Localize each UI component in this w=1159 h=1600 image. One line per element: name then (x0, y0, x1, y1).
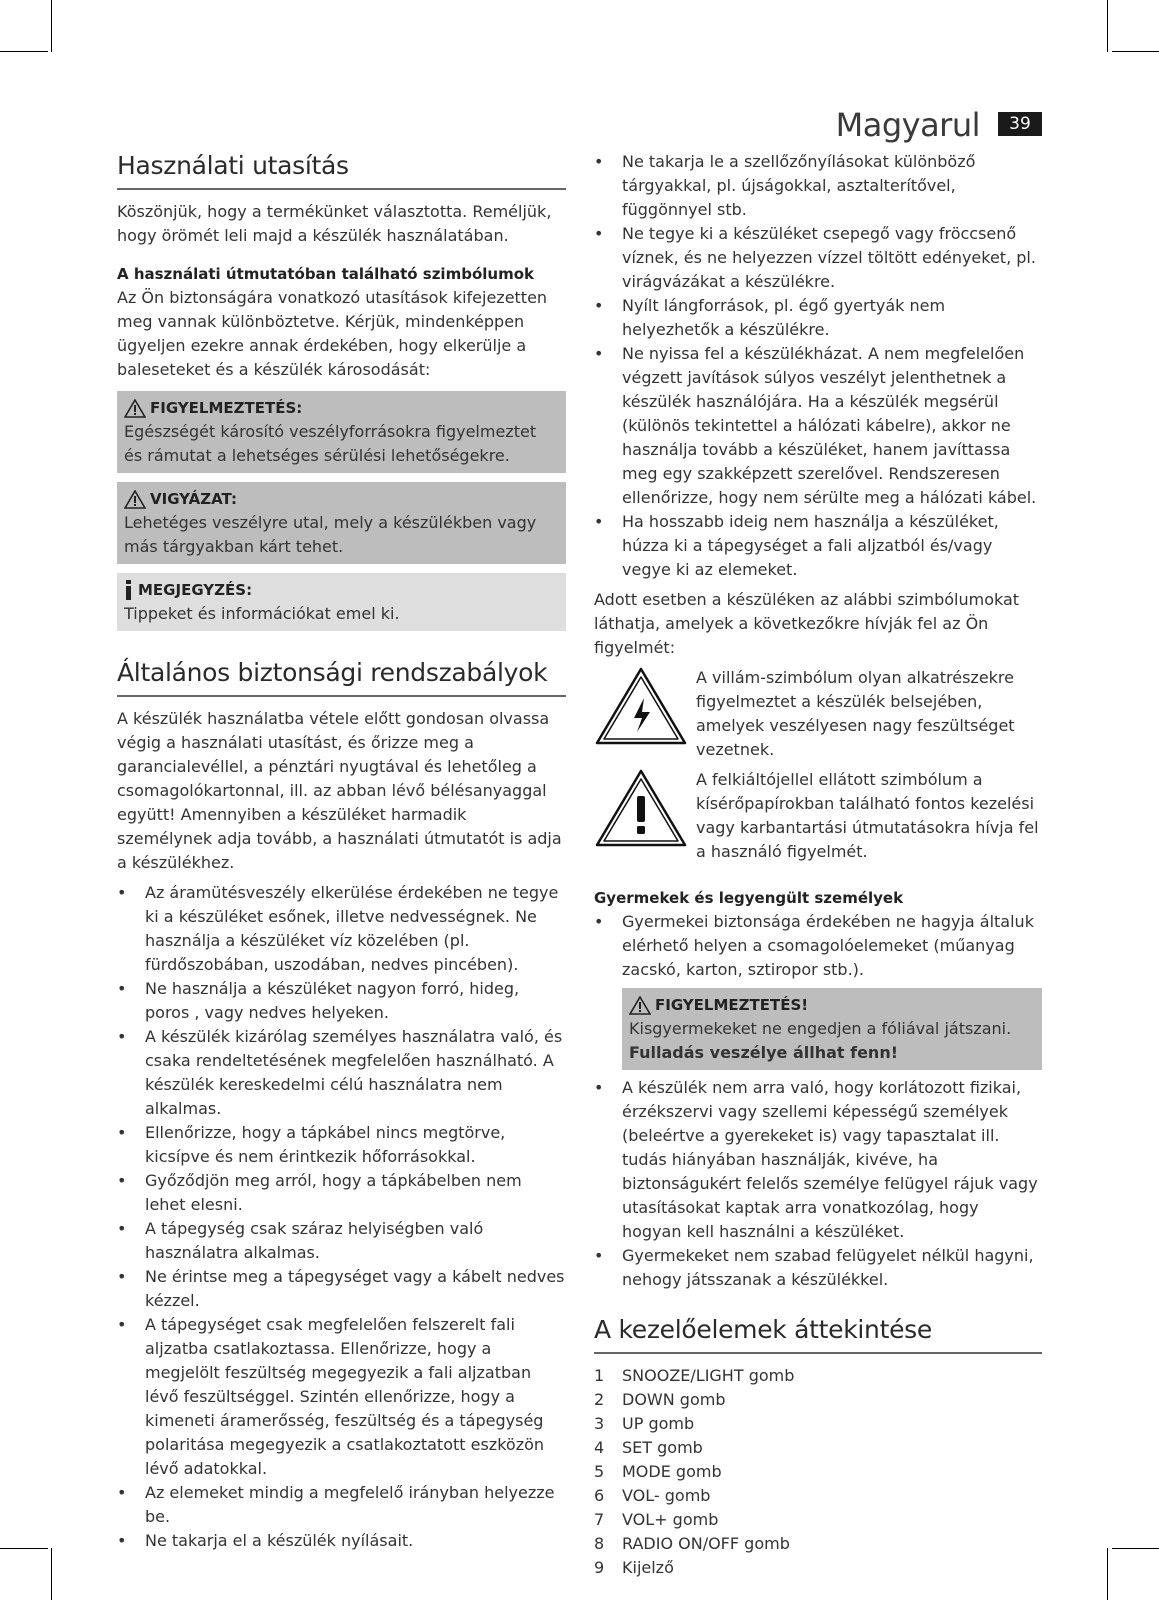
safety-intro-text: A készülék használatba vétele előtt gondosan olvassa végig a használati utasítást, és őrizze meg a garancialevéllel, a pénztári nyugtával és lehetőleg a csomagolókartonnal, ill. az abban lévő bélésanyaggal együtt! Amennyiben a készüléket harmadik személynek adja tovább, a használati útmutatót is adja a készülékhez. (117, 709, 562, 872)
warning-text: Egészségét károsító veszélyforrásokra figyelmeztet és rámutat a lehetséges sérülési lehetőségekre. (124, 422, 537, 465)
page-number: 39 (998, 112, 1042, 136)
list-item: 6 VOL- gomb (594, 1486, 711, 1505)
children-list (594, 910, 1042, 982)
list-item: • Ne takarja el a készülék nyílásait. (117, 1529, 566, 1553)
symbols-text: Az Ön biztonságára vonatkozó utasítások kifejezetten meg vannak különböztetve. Kérjük, mindenképpen ügyeljen ezekre annak érdekében, hogy elkerülje a baleseteket és a készülék károsodását: (117, 288, 548, 379)
caution-box (117, 482, 566, 564)
list-item: 2 DOWN gomb (594, 1390, 726, 1409)
list-item: • A készülék nem arra való, hogy korlátozott fizikai, érzékszervi vagy szellemi képességű személyek (beleértve a gyerekeket is) vagy tapasztalat ill. tudás hiányában használják, kivéve, ha biztonságukért felelős személye felügyel rájuk vagy utasításokat kaptak arra vonatkozólag, hogy hogyan kell használni a készüléket. (594, 1076, 1042, 1244)
list-item: • Ellenőrizze, hogy a tápkábel nincs megtörve, kicsípve és nem érintkezik hőforrásokkal. (117, 1121, 566, 1169)
list-item: • A tápegységet csak megfelelően felszerelt fali aljzatba csatlakoztassa. Ellenőrizze, hogy a megjelölt feszültség megegyezik a fali aljzatban lévő feszültséggel. Szintén ellenőrizze, hogy a kimeneti áramerősség, feszültség és a tápegység polaritása megegyezik a csatlakoztatott eszközön lévő adatokkal. (117, 1313, 566, 1481)
list-item: • Nyílt lángforrások, pl. égő gyertyák nem helyezhetők a készülékre. (594, 294, 1042, 342)
warning-triangle-icon (124, 399, 146, 418)
lightning-symbol-row (594, 666, 1042, 762)
info-icon (124, 580, 134, 600)
list-item: • Ne érintse meg a tápegységet vagy a kábelt nedves kézzel. (117, 1265, 566, 1313)
symbols-subtitle: A használati útmutatóban található szimbólumok (117, 265, 534, 283)
children-warning-text: Kisgyermekeket ne engedjen a fóliával játszani. (629, 1019, 1012, 1038)
section-title-safety: Általános biztonsági rendszabályok (117, 657, 566, 697)
list-item: • Ne tegye ki a készüléket csepegő vagy fröccsenő víznek, és ne helyezzen vízzel töltött edényeket, pl. virágvázákat a készülékre. (594, 222, 1042, 294)
children-list-continued (594, 1076, 1042, 1292)
controls-list (594, 1364, 1042, 1580)
section-title-instructions: Használati utasítás (117, 150, 566, 190)
right-column (594, 150, 1042, 1580)
list-item: • Ne takarja le a szellőzőnyílásokat különböző tárgyakkal, pl. újságokkal, asztalterítővel, függönnyel stb. (594, 150, 1042, 222)
crop-mark (1107, 1548, 1108, 1600)
list-item: 3 UP gomb (594, 1414, 695, 1433)
crop-mark (51, 1548, 52, 1600)
lightning-symbol-text: A villám-szimbólum olyan alkatrészekre figyelmeztet a készülék belsejében, amelyek veszélyesen nagy feszültséget vezetnek. (696, 668, 1015, 759)
warning-triangle-icon (124, 490, 146, 509)
list-item: 9 Kijelző (594, 1558, 674, 1577)
exclamation-symbol-text: A felkiáltójellel ellátott szimbólum a kísérőpapírokban található fontos kezelési vagy karbantartási útmutatásokra hívja fel a használó figyelmét. (696, 770, 1039, 861)
children-warning-box (622, 988, 1042, 1070)
lightning-warning-icon (594, 666, 688, 746)
crop-mark (51, 0, 52, 52)
crop-mark (0, 1548, 48, 1549)
warning-title: FIGYELMEZTETÉS: (150, 399, 303, 417)
list-item: • A tápegység csak száraz helyiségben való használatra alkalmas. (117, 1217, 566, 1265)
list-item: 7 VOL+ gomb (594, 1510, 719, 1529)
list-item: • Győződjön meg arról, hogy a tápkábelben nem lehet elesni. (117, 1169, 566, 1217)
note-box (117, 573, 566, 631)
section-title-controls: A kezelőelemek áttekintése (594, 1314, 1042, 1354)
list-item: 4 SET gomb (594, 1438, 703, 1457)
list-item: • A készülék kizárólag személyes használatra való, és csaka rendeltetésének megfelelően használható. A készülék kereskedelmi célú használatra nem alkalmas. (117, 1025, 566, 1121)
crop-mark (1107, 0, 1108, 52)
crop-mark (1112, 51, 1159, 52)
language-label: Magyarul (835, 106, 980, 144)
list-item: 1 SNOOZE/LIGHT gomb (594, 1366, 795, 1385)
note-text: Tippeket és információkat emel ki. (124, 604, 400, 623)
list-item: • Ha hosszabb ideig nem használja a készüléket, húzza ki a tápegységet a fali aljzatból és/vagy vegye ki az elemeket. (594, 510, 1042, 582)
list-item: • Az áramütésveszély elkerülése érdekében ne tegye ki a készüléket esőnek, illetve nedvességnek. Ne használja a készüléket víz közelében (pl. fürdőszobában, uszodában, nedves pincében). (117, 881, 566, 977)
crop-mark (0, 51, 48, 52)
list-item: • Ne használja a készüléket nagyon forró, hideg, poros , vagy nedves helyeken. (117, 977, 566, 1025)
note-title: MEGJEGYZÉS: (138, 581, 253, 599)
left-column (117, 150, 566, 1553)
list-item: 5 MODE gomb (594, 1462, 722, 1481)
list-item: • Gyermekeket nem szabad felügyelet nélkül hagyni, nehogy játsszanak a készülékkel. (594, 1244, 1042, 1292)
list-item: • Gyermekei biztonsága érdekében ne hagyja általuk elérhető helyen a csomagolóelemeket (műanyag zacskó, karton, sztiropor stb.). (594, 910, 1042, 982)
caution-title: VIGYÁZAT: (150, 490, 237, 508)
device-symbols-intro: Adott esetben a készüléken az alábbi szimbólumokat láthatja, amelyek a következőkre hívják fel az Ön figyelmét: (594, 590, 1020, 657)
children-warning-bold: Fulladás veszélye állhat fenn! (629, 1043, 898, 1062)
warning-triangle-icon (629, 996, 651, 1015)
caution-text: Lehetéges veszélyre utal, mely a készülékben vagy más tárgyakban kárt tehet. (124, 513, 537, 556)
page-header (835, 103, 1042, 147)
list-item: 8 RADIO ON/OFF gomb (594, 1534, 790, 1553)
exclamation-warning-icon (594, 768, 688, 848)
intro-text: Köszönjük, hogy a termékünket választotta. Reméljük, hogy örömét leli majd a készülék használatában. (117, 202, 552, 245)
children-subtitle: Gyermekek és legyengült személyek (594, 889, 904, 907)
exclamation-symbol-row (594, 768, 1042, 864)
list-item: • Az elemeket mindig a megfelelő irányban helyezze be. (117, 1481, 566, 1529)
safety-list (117, 881, 566, 1553)
safety-list-continued (594, 150, 1042, 582)
list-item: • Ne nyissa fel a készülékházat. A nem megfelelően végzett javítások súlyos veszélyt jelenthetnek a készülék használójára. Ha a készülék megsérül (különös tekintettel a hálózati kábelre), akkor ne használja tovább a készüléket, hanem javíttassa meg egy szakképzett szerelővel. Rendszeresen ellenőrizze, hogy nem sérülte meg a hálózati kábel. (594, 342, 1042, 510)
crop-mark (1112, 1548, 1159, 1549)
warning-box (117, 391, 566, 473)
children-warning-title: FIGYELMEZTETÉS! (655, 996, 809, 1014)
